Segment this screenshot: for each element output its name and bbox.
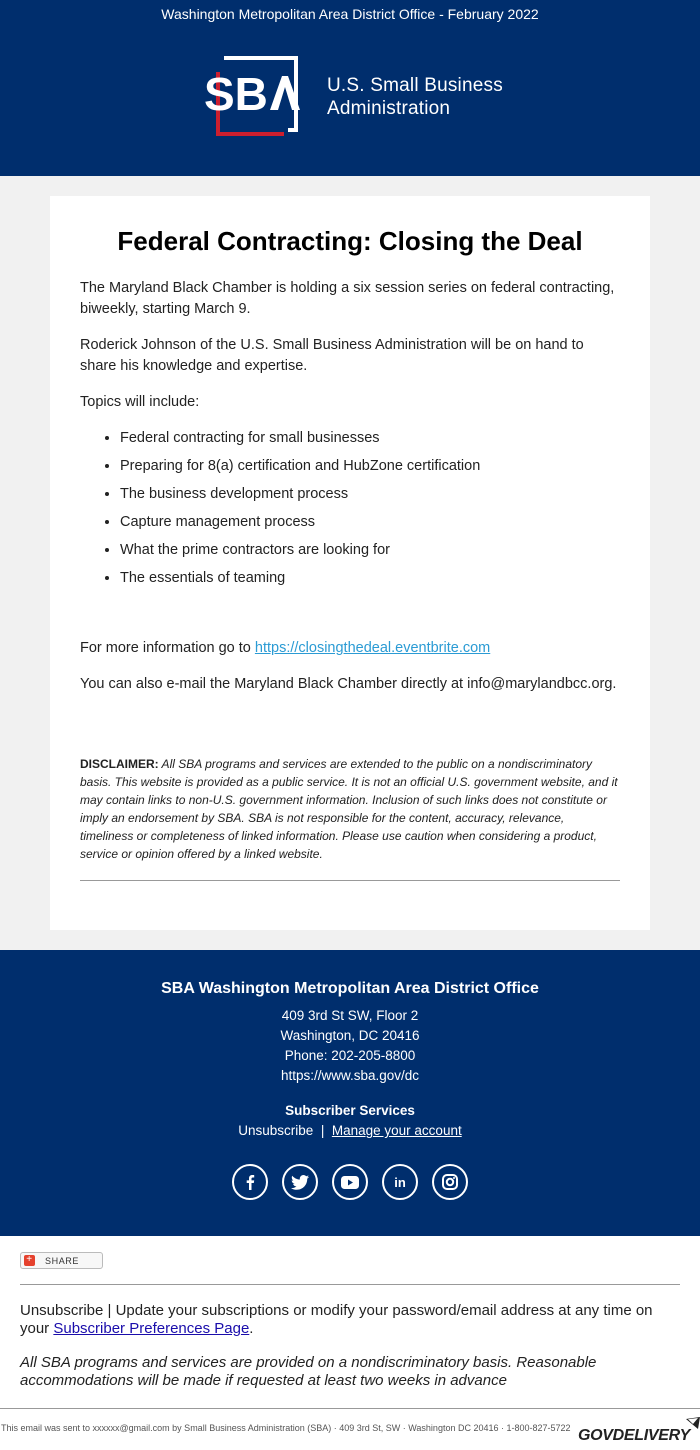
preferences-end: .	[249, 1320, 254, 1337]
disclaimer-text: All SBA programs and services are extended to the public on a nondiscriminatory basis. This website is provided as a public service. It is not an official U.S. government website, and it may contain links to non-U.S. government information. Inclusion of such links does not constitute or imply an endorsement by SBA. SBA is not responsible for the content, accuracy, relevance, timeliness or completeness of linked information. Please use caution when considering a product, service or opinion offered by a linked website.	[80, 757, 618, 861]
logo-line-1: U.S. Small Business	[327, 75, 503, 96]
topic-item: • Federal contracting for small businesses	[120, 428, 620, 449]
topic-item: • What the prime contractors are looking for	[120, 540, 620, 561]
govdelivery-logo[interactable]: GOVDELIVERY	[578, 1427, 690, 1444]
link-separator: |	[320, 1123, 325, 1138]
topic-item: • Preparing for 8(a) certification and HubZone certification	[120, 456, 620, 477]
sba-logo-icon	[204, 54, 314, 138]
youtube-icon[interactable]	[332, 1164, 368, 1200]
footer-website[interactable]: https://www.sba.gov/dc	[280, 1068, 420, 1083]
topic-item: • The essentials of teaming	[120, 568, 620, 589]
sba-logo[interactable]	[204, 54, 504, 138]
manage-account-link[interactable]: Manage your account	[331, 1123, 462, 1138]
twitter-icon[interactable]	[282, 1164, 318, 1200]
header-top-text: Washington Metropolitan Area District Office - February 2022	[161, 6, 539, 22]
email-header	[0, 0, 700, 176]
footer-address-1: 409 3rd St SW, Floor 2	[281, 1008, 419, 1023]
nondiscrimination-notice: All SBA programs and services are provided on a nondiscriminatory basis. Reasonable accommodations will be made if requested at least two weeks in advance	[20, 1354, 597, 1389]
share-label: SHARE	[45, 1255, 80, 1266]
instagram-icon[interactable]	[432, 1164, 468, 1200]
email-info: You can also e-mail the Maryland Black Chamber directly at info@marylandbcc.org.	[80, 676, 617, 692]
subscription-footer	[0, 1236, 700, 1390]
more-info-prefix: For more information go to	[80, 640, 255, 656]
article-title: Federal Contracting: Closing the Deal	[117, 226, 583, 256]
more-info	[80, 638, 620, 659]
article-para-2: Roderick Johnson of the U.S. Small Business Administration will be on hand to share his knowledge and expertise.	[80, 337, 584, 374]
divider	[80, 880, 620, 881]
subscriber-links	[0, 1121, 700, 1141]
email-footer	[0, 950, 700, 1236]
divider	[20, 1284, 680, 1285]
footer-office-title: SBA Washington Metropolitan Area District Office	[161, 980, 539, 997]
footer-phone: Phone: 202-205-8800	[284, 1048, 416, 1063]
subscriber-services-heading: Subscriber Services	[285, 1103, 415, 1118]
unsubscribe-link[interactable]: Unsubscribe	[238, 1123, 314, 1138]
legal-footer	[0, 1408, 700, 1450]
article-card	[50, 196, 650, 930]
share-icon: +	[24, 1255, 35, 1266]
linkedin-icon[interactable]: in	[382, 1164, 418, 1200]
disclaimer	[80, 755, 620, 863]
sba-logo-text	[327, 74, 503, 120]
facebook-icon[interactable]	[232, 1164, 268, 1200]
legal-text: This email was sent to xxxxxx@gmail.com by Small Business Administration (SBA) · 409 3rd St, SW · Washington DC 20416 · 1-800-827-5722	[1, 1423, 571, 1433]
footer-address-2: Washington, DC 20416	[280, 1028, 420, 1043]
svg-text:SB: SB	[204, 68, 268, 120]
article-para-1: The Maryland Black Chamber is holding a six session series on federal contracting, biweekly, starting March 9.	[80, 280, 615, 317]
topics-intro: Topics will include:	[80, 394, 200, 410]
disclaimer-label: DISCLAIMER:	[80, 757, 159, 771]
preferences-prefix: Unsubscribe | Update your subscriptions or modify your password/email address at any time on your	[20, 1302, 653, 1337]
social-links	[0, 1164, 700, 1200]
topics-list	[80, 428, 620, 589]
topic-item: • The business development process	[120, 484, 620, 505]
share-button[interactable]	[20, 1252, 103, 1269]
preferences-text	[20, 1302, 680, 1338]
eventbrite-link[interactable]: https://closingthedeal.eventbrite.com	[254, 640, 491, 656]
logo-line-2: Administration	[327, 98, 451, 119]
content-background	[0, 176, 700, 950]
subscriber-preferences-link[interactable]: Subscriber Preferences Page	[53, 1320, 250, 1337]
topic-item: • Capture management process	[120, 512, 620, 533]
envelope-icon	[686, 1417, 700, 1429]
